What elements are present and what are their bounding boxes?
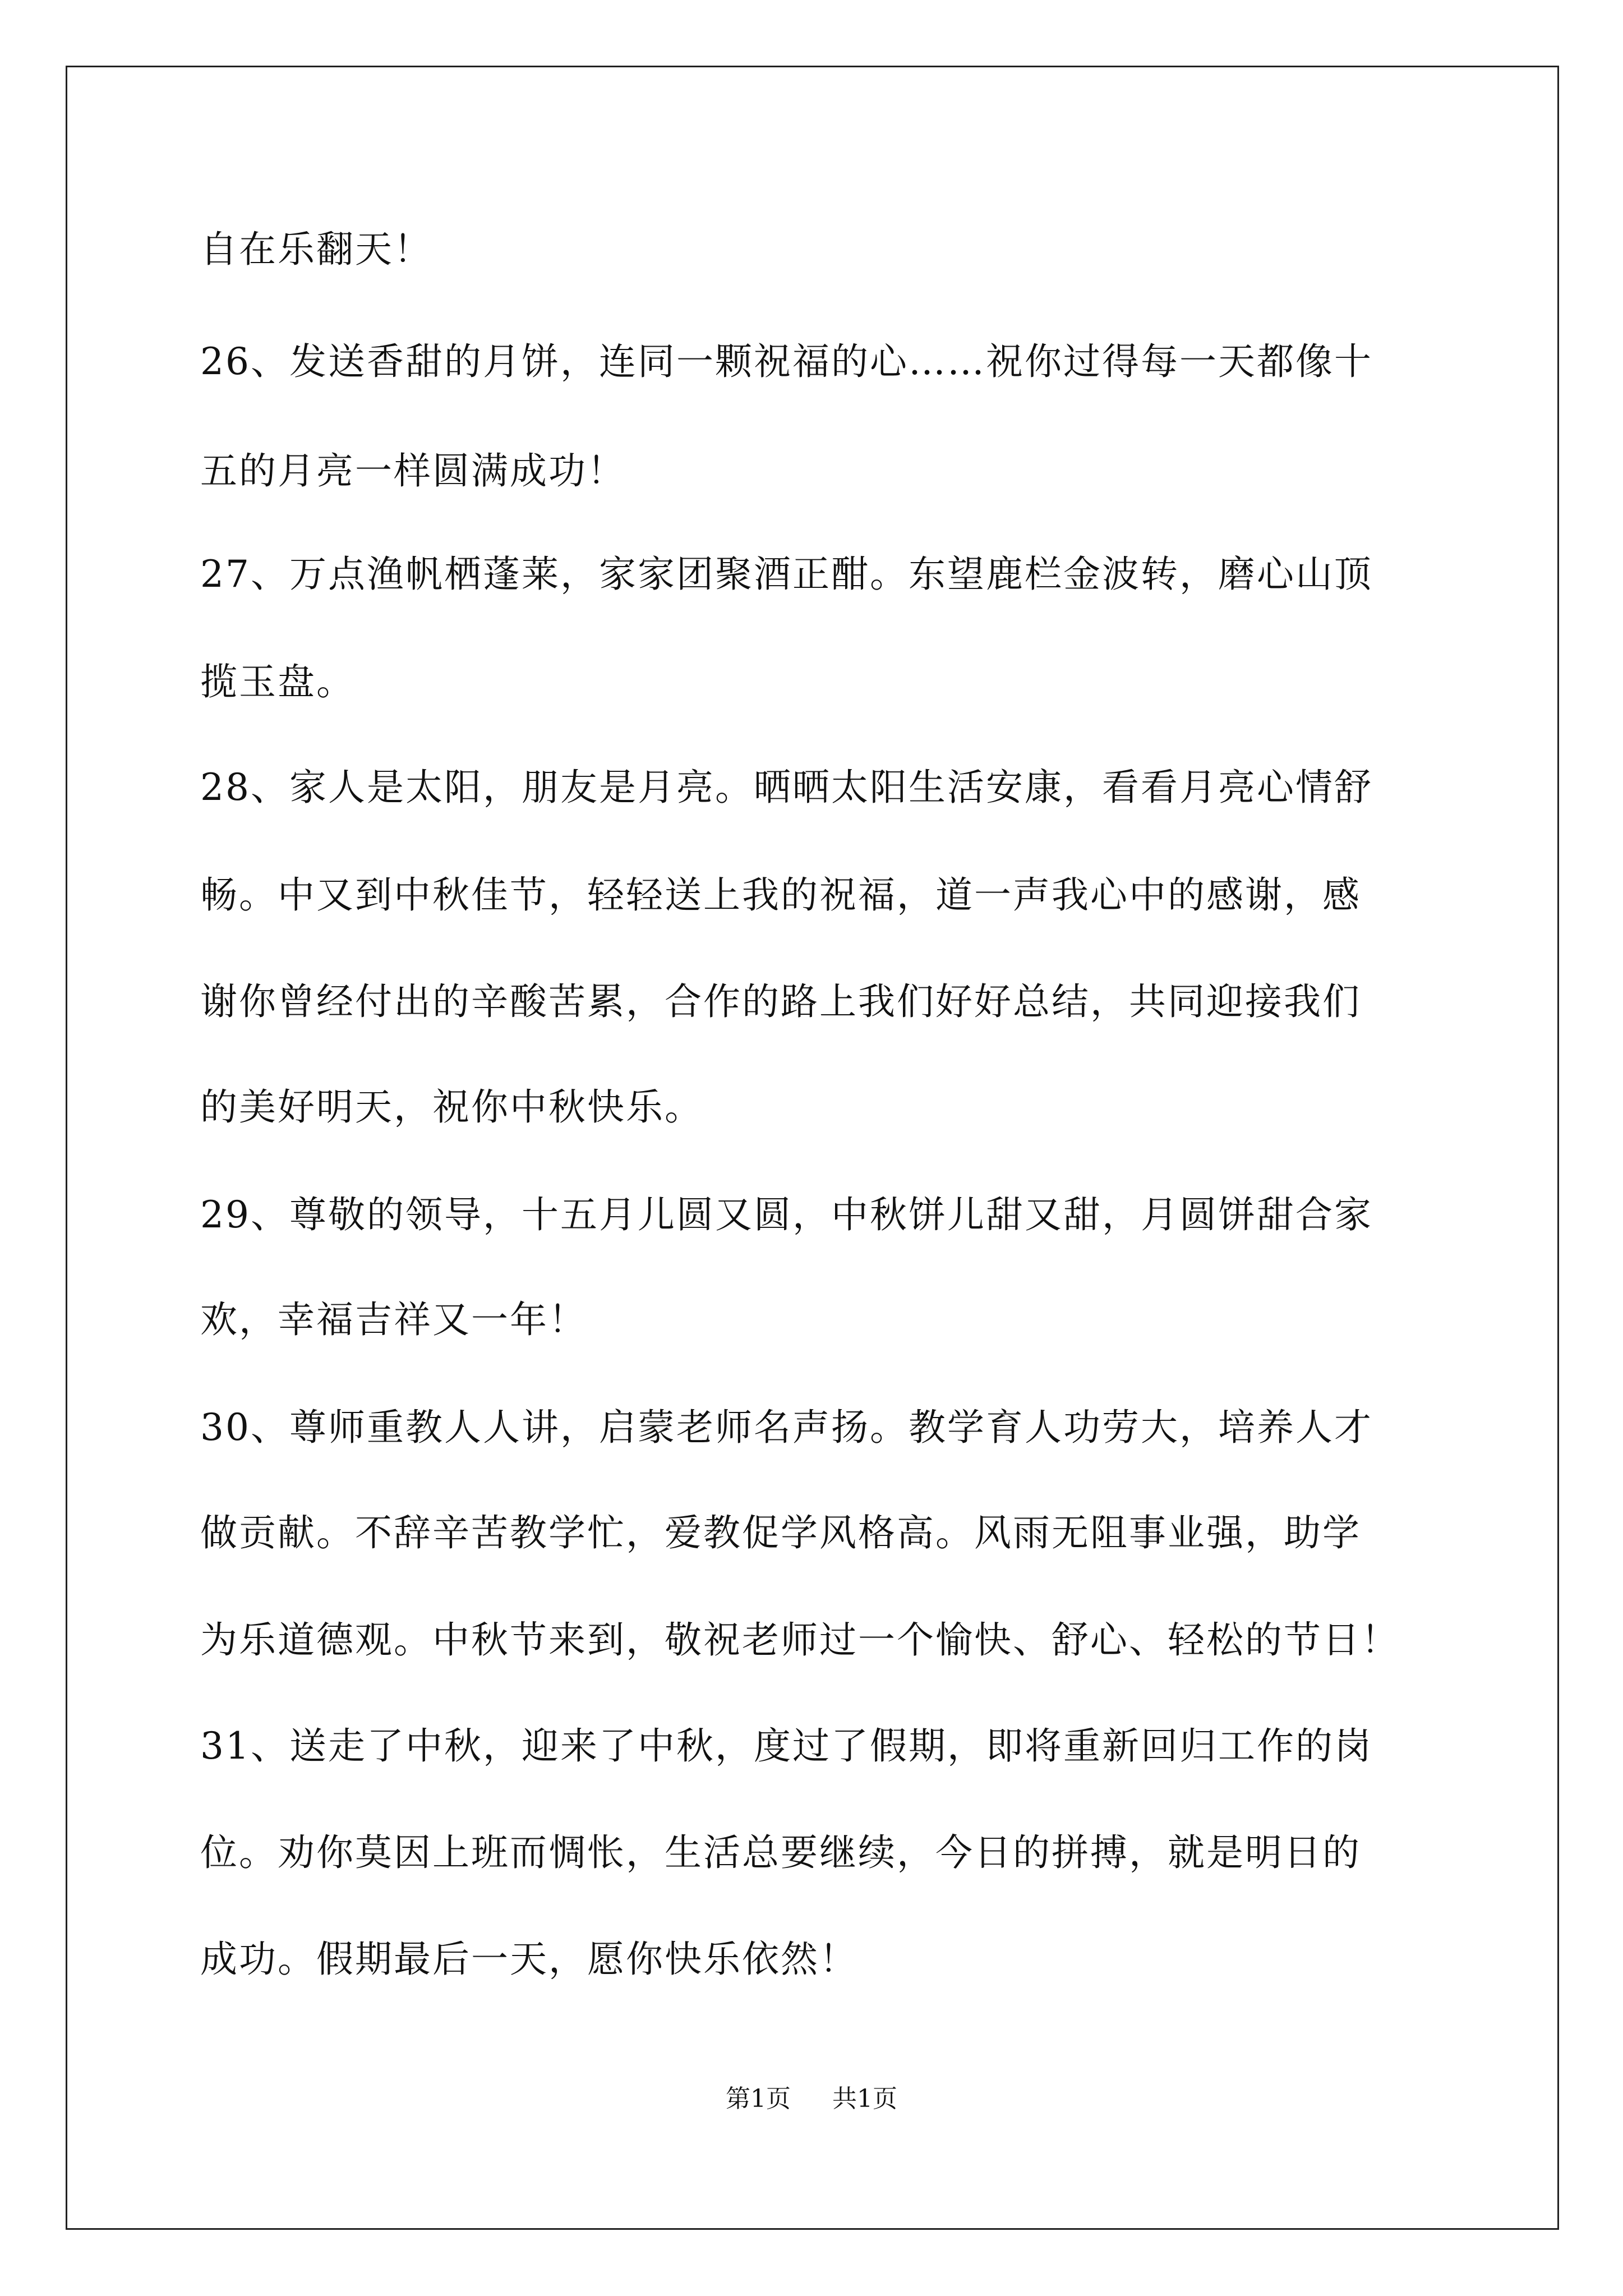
text-line: 揽玉盘。	[200, 660, 355, 703]
text-line: 27、万点渔帆栖蓬莱，家家团聚酒正酣。东望鹿栏金波转，磨心山顶	[200, 553, 1373, 596]
text-line: 29、尊敬的领导，十五月儿圆又圆，中秋饼儿甜又甜，月圆饼甜合家	[200, 1193, 1373, 1236]
page-number-current: 第1页	[726, 2085, 791, 2113]
text-line: 30、尊师重教人人讲，启蒙老师名声扬。教学育人功劳大，培养人才	[200, 1406, 1373, 1449]
text-line: 31、送走了中秋，迎来了中秋，度过了假期，即将重新回归工作的岗	[200, 1724, 1373, 1768]
text-line: 28、家人是太阳，朋友是月亮。晒晒太阳生活安康，看看月亮心情舒	[200, 766, 1373, 809]
text-line: 谢你曾经付出的辛酸苦累，合作的路上我们好好总结，共同迎接我们	[200, 980, 1361, 1023]
page-number-total: 共1页	[832, 2085, 897, 2113]
text-line: 自在乐翻天！	[200, 228, 432, 271]
text-line: 欢，幸福吉祥又一年！	[200, 1298, 587, 1341]
text-line: 五的月亮一样圆满成功！	[200, 449, 626, 493]
page-footer	[0, 2087, 1623, 2111]
text-line: 的美好明天，祝你中秋快乐。	[200, 1085, 703, 1129]
text-line: 做贡献。不辞辛苦教学忙，爱教促学风格高。风雨无阻事业强，助学	[200, 1511, 1361, 1554]
text-line: 畅。中又到中秋佳节，轻轻送上我的祝福，道一声我心中的感谢，感	[200, 873, 1361, 917]
text-line: 成功。假期最后一天，愿你快乐依然！	[200, 1938, 858, 1981]
text-line: 为乐道德观。中秋节来到，敬祝老师过一个愉快、舒心、轻松的节日！	[200, 1618, 1400, 1662]
text-line: 位。劝你莫因上班而惆怅，生活总要继续，今日的拼搏，就是明日的	[200, 1831, 1361, 1874]
text-line: 26、发送香甜的月饼，连同一颗祝福的心……祝你过得每一天都像十	[200, 340, 1373, 383]
page-border	[66, 66, 1559, 2230]
